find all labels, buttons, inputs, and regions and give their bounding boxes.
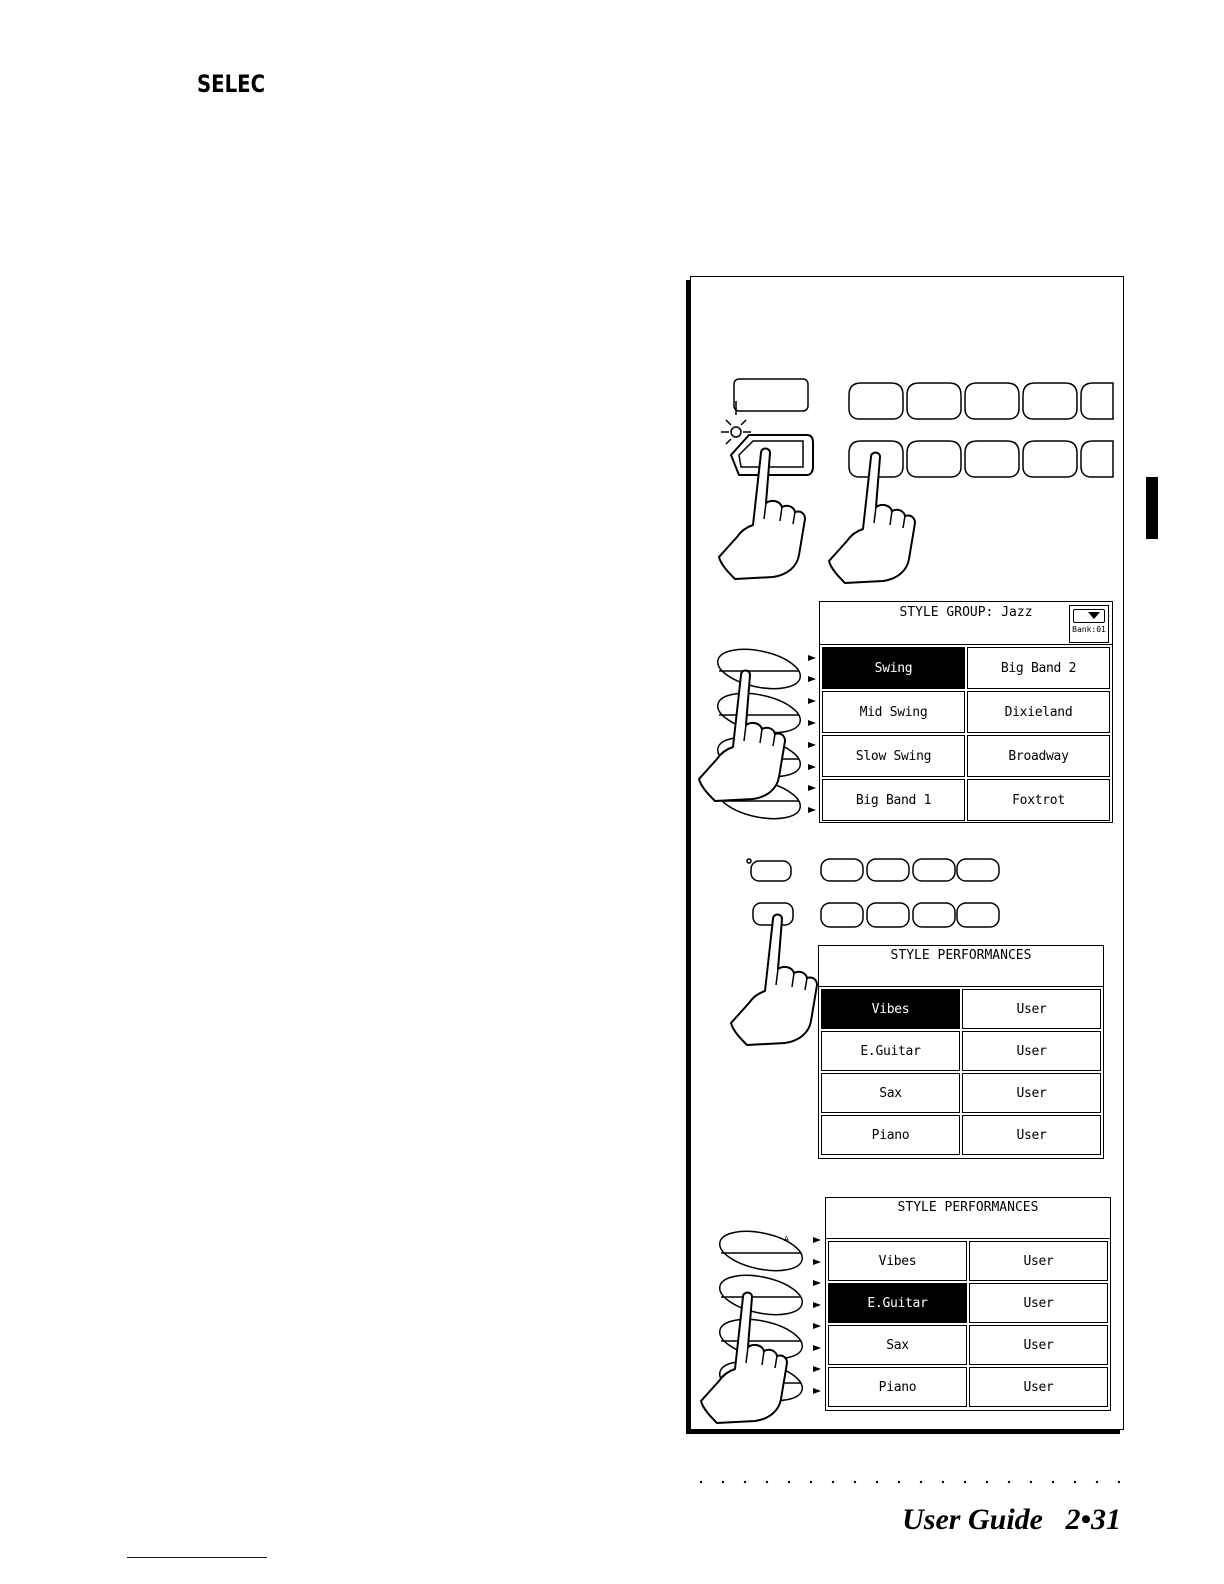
display-header bbox=[819, 946, 1103, 987]
arrow-markers-2 bbox=[813, 1237, 821, 1394]
style-cell[interactable]: Big Band 1 bbox=[822, 779, 965, 821]
performance-cell[interactable]: User bbox=[969, 1283, 1108, 1323]
performance-grid bbox=[821, 989, 1101, 1155]
bank-label: Bank:01 bbox=[1072, 625, 1106, 634]
style-group-display bbox=[819, 601, 1113, 823]
style-performances-display bbox=[825, 1197, 1111, 1411]
performance-cell[interactable]: User bbox=[969, 1241, 1108, 1281]
page-number: 2•31 bbox=[1065, 1503, 1121, 1536]
dotted-rule bbox=[690, 1480, 1120, 1484]
style-cell[interactable]: Broadway bbox=[967, 735, 1110, 777]
display-title: STYLE PERFORMANCES bbox=[897, 1200, 1039, 1215]
pointing-hand-icon bbox=[731, 915, 817, 1046]
style-cell[interactable]: Foxtrot bbox=[967, 779, 1110, 821]
style-performances-display bbox=[818, 945, 1104, 1159]
performance-cell[interactable]: E.Guitar bbox=[828, 1283, 967, 1323]
style-grid bbox=[822, 647, 1110, 821]
display-title: STYLE GROUP: Jazz bbox=[899, 605, 1033, 620]
style-cell[interactable]: Slow Swing bbox=[822, 735, 965, 777]
pointing-hand-icon bbox=[699, 671, 785, 802]
performance-cell[interactable]: User bbox=[969, 1367, 1108, 1407]
performance-cell[interactable]: Vibes bbox=[828, 1241, 967, 1281]
display-header bbox=[820, 602, 1112, 645]
performance-buttons bbox=[747, 859, 999, 927]
performance-cell[interactable]: User bbox=[969, 1325, 1108, 1365]
button-letter: A bbox=[784, 1235, 789, 1243]
performance-cell[interactable]: Piano bbox=[821, 1115, 960, 1155]
arrow-markers-1 bbox=[808, 655, 816, 813]
performance-grid bbox=[828, 1241, 1108, 1407]
link-underline[interactable] bbox=[127, 1557, 267, 1558]
performance-cell[interactable]: E.Guitar bbox=[821, 1031, 960, 1071]
page-footer bbox=[902, 1503, 1121, 1537]
performance-cell[interactable]: User bbox=[962, 1031, 1101, 1071]
style-cell[interactable]: Big Band 2 bbox=[967, 647, 1110, 689]
performance-cell[interactable]: Piano bbox=[828, 1367, 967, 1407]
dropdown-arrow-icon bbox=[1073, 609, 1105, 623]
style-cell[interactable]: Mid Swing bbox=[822, 691, 965, 733]
section-heading: SELEC bbox=[197, 70, 266, 98]
chapter-thumb-tab bbox=[1146, 477, 1158, 539]
performance-cell[interactable]: User bbox=[962, 1073, 1101, 1113]
footer-title: User Guide bbox=[902, 1503, 1043, 1536]
bank-buttons-top bbox=[849, 383, 1113, 477]
bank-selector[interactable] bbox=[1069, 605, 1109, 643]
performance-cell[interactable]: User bbox=[962, 1115, 1101, 1155]
performance-cell[interactable]: Vibes bbox=[821, 989, 960, 1029]
style-cell[interactable]: Swing bbox=[822, 647, 965, 689]
performance-cell[interactable]: Sax bbox=[828, 1325, 967, 1365]
display-header bbox=[826, 1198, 1110, 1239]
illustration-frame bbox=[690, 276, 1124, 1430]
style-cell[interactable]: Dixieland bbox=[967, 691, 1110, 733]
performance-cell[interactable]: User bbox=[962, 989, 1101, 1029]
display-title: STYLE PERFORMANCES bbox=[890, 948, 1032, 963]
performance-cell[interactable]: Sax bbox=[821, 1073, 960, 1113]
